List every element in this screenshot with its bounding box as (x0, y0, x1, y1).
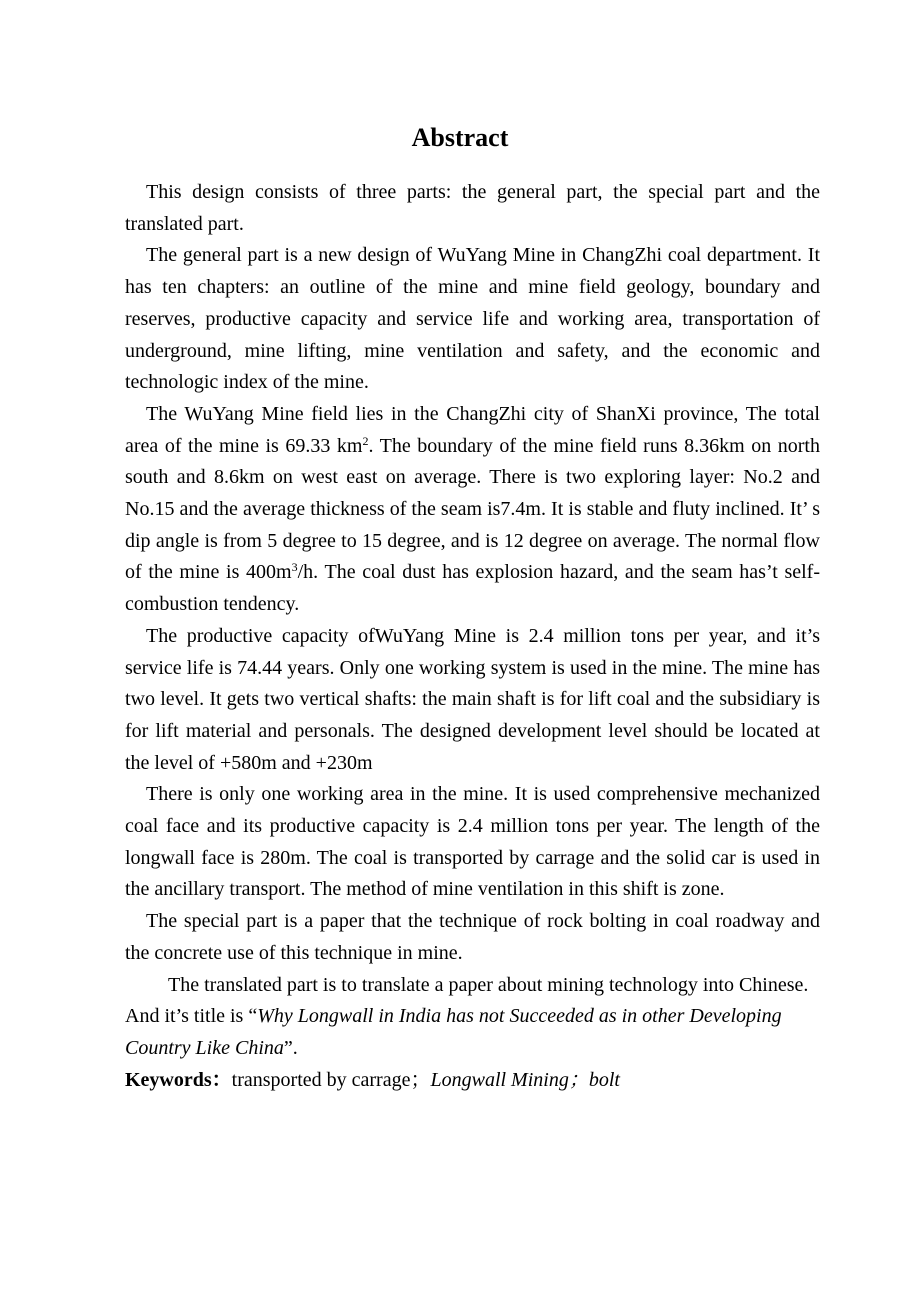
translated-text-a: The translated part is to translate a paper about mining technology into Chinese. And it’s title is “ (125, 973, 809, 1028)
paragraph-translated-part (125, 970, 820, 1065)
translated-text-b: ”. (283, 1036, 298, 1059)
mine-field-text-a: The WuYang Mine field lies in the ChangZhi city of ShanXi province, The total area of the mine is 69.33 km (125, 402, 820, 457)
keywords-label: Keywords： (125, 1068, 232, 1091)
paragraph-productive-capacity: The productive capacity ofWuYang Mine is 2.4 million tons per year, and it’s service life is 74.44 years. Only one working system is used in the mine. The mine has two level. It gets two vertical shafts: the main shaft is for lift coal and the subsidiary is for lift material and personals. The designed development level should be located at the level of +580m and +230m (125, 624, 820, 774)
mine-field-text-b: . The boundary of the mine field runs 8.36km on north south and 8.6km on west east on average. There is two exploring layer: No.2 and No.15 and the average thickness of the seam is7.4m. It is stable and fluty inclined. It’ s dip angle is from 5 degree to 15 degree, and is 12 degree on average. The normal flow of the mine is 400m (125, 434, 820, 584)
keyword-longwall: Longwall Mining； (430, 1068, 589, 1091)
keywords-line (125, 1065, 820, 1097)
abstract-body (125, 177, 820, 1096)
paragraph-mine-field (125, 399, 820, 621)
mine-field-text-c: /h. The coal dust has explosion hazard, and the seam has’t self-combustion tendency. (125, 561, 820, 616)
keyword-carrage: transported by carrage； (231, 1068, 431, 1091)
paragraph-general-part: The general part is a new design of WuYang Mine in ChangZhi coal department. It has ten chapters: an outline of the mine and mine field geology, boundary and reserves, productive capacity and service life and working area, transportation of underground, mine lifting, mine ventilation and safety, and the economic and technologic index of the mine. (125, 244, 820, 394)
paragraph-special-part: The special part is a paper that the technique of rock bolting in coal roadway and the concrete use of this technique in mine. (125, 910, 820, 964)
abstract-title: Abstract (411, 123, 509, 152)
keyword-bolt: bolt (588, 1068, 620, 1091)
paragraph-working-area: There is only one working area in the mine. It is used comprehensive mechanized coal face and its productive capacity is 2.4 million tons per year. The length of the longwall face is 280m. The coal is transported by carrage and the solid car is used in the ancillary transport. The method of mine ventilation in this shift is zone. (125, 783, 820, 901)
translated-paper-title: Why Longwall in India has not Succeeded as in other Developing Country Like China (125, 1005, 782, 1059)
area-superscript: 2 (362, 433, 369, 448)
flow-superscript: 3 (291, 560, 298, 575)
paragraph-overview: This design consists of three parts: the general part, the special part and the translated part. (125, 181, 820, 235)
